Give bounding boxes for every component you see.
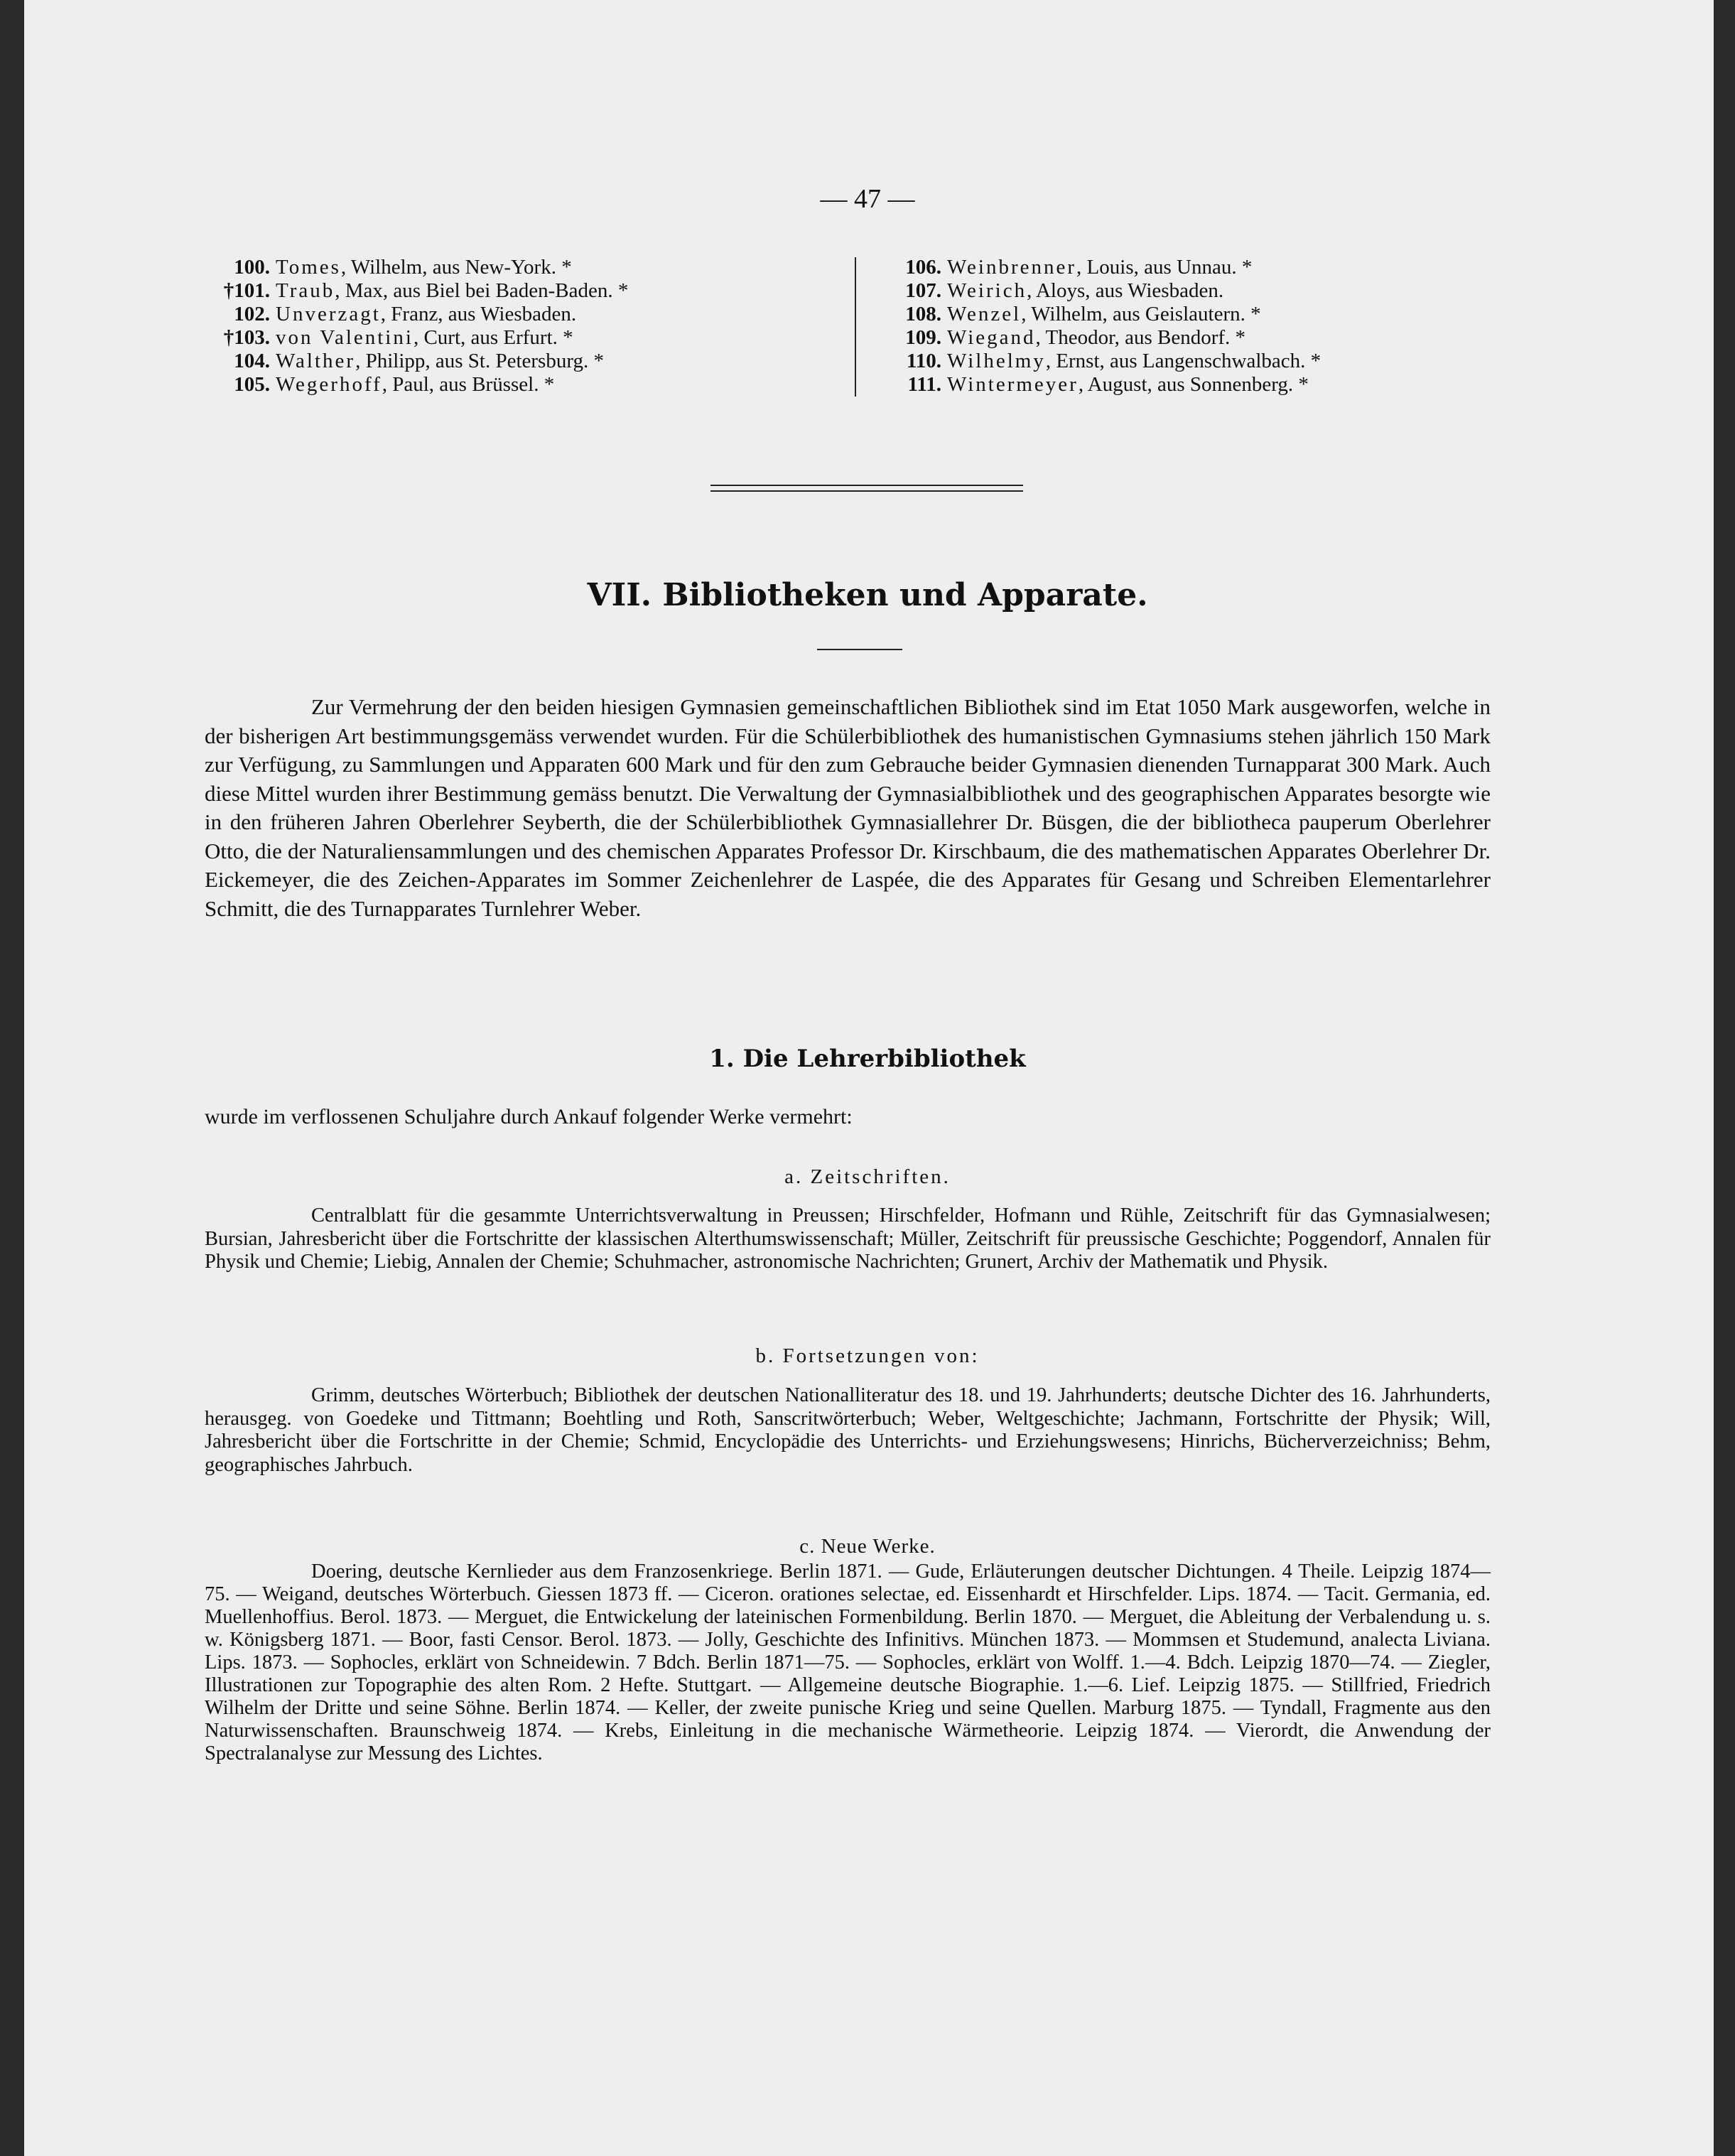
roster-entry: 108. Wenzel, Wilhelm, aus Geislautern. * (905, 303, 1261, 325)
scan-edge-left (0, 0, 24, 2156)
fortsetzungen-paragraph: Grimm, deutsches Wörterbuch; Bibliothek der deutschen Nationalliteratur des 18. und 19. Jahrhunderts; deutsche Dichter des 16. Jahrhunderts, herausgeg. von Goedeke und Tittmann; Boehtling und Roth, Sanscritwörterbuch; Weber, Weltgeschichte; Jachmann, Fortschritte der Physik; Will, Jahresbericht über die Fortschritte in der Chemie; Schmid, Encyclopädie des Unterrichts- und Erziehungswesens; Hinrichs, Bücherverzeichniss; Behm, geographisches Jahrbuch. (205, 1384, 1491, 1476)
subheading-neue-werke: c. Neue Werke. (799, 1535, 936, 1558)
roster-entry: 110. Wilhelmy, Ernst, aus Langenschwalbach. * (906, 350, 1321, 372)
section-divider-rule-top (710, 485, 1023, 486)
section-heading: VII. Bibliotheken und Apparate. (587, 577, 1148, 613)
roster-entry: 107. Weirich, Aloys, aus Wiesbaden. (905, 279, 1224, 302)
subheading-fortsetzungen: b. Fortsetzungen von: (755, 1344, 980, 1367)
roster-entry: †101. Traub, Max, aus Biel bei Baden-Baden. * (223, 279, 629, 302)
zeitschriften-paragraph: Centralblatt für die gesammte Unterrichtsverwaltung in Preussen; Hirschfelder, Hofmann und Rühle, Zeitschrift für das Gymnasialwesen; Bursian, Jahresbericht über die Fortschritte der klassischen Alterthumswissenschaft; Müller, Zeitschrift für preussische Geschichte; Poggendorf, Annalen für Physik und Chemie; Liebig, Annalen der Chemie; Schuhmacher, astronomische Nachrichten; Grunert, Archiv der Mathematik und Physik. (205, 1204, 1491, 1273)
roster-entry: †103. von Valentini, Curt, aus Erfurt. * (223, 326, 573, 349)
roster-entry: 102. Unverzagt, Franz, aus Wiesbaden. (234, 303, 577, 325)
roster-column-right (892, 256, 1531, 397)
subheading-zeitschriften: a. Zeitschriften. (784, 1165, 951, 1188)
roster-entry: 100. Tomes, Wilhelm, aus New-York. * (234, 256, 572, 279)
roster-entry: 109. Wiegand, Theodor, aus Bendorf. * (905, 326, 1246, 349)
section-intro-paragraph: Zur Vermehrung der den beiden hiesigen Gymnasien gemeinschaftlichen Bibliothek sind im Etat 1050 Mark ausgeworfen, welche in der bisherigen Art bestimmungsgemäss verwendet wurden. Für die Schülerbibliothek des humanistischen Gymnasiums stehen jährlich 150 Mark zur Verfügung, zu Sammlungen und Apparaten 600 Mark und für den zum Gebrauche beider Gymnasien dienenden Turnapparat 300 Mark. Auch diese Mittel wurden ihrer Bestimmung gemäss benutzt. Die Verwaltung der Gymnasialbibliothek und des geographischen Apparates besorgte wie in den früheren Jahren Oberlehrer Seyberth, die der Schülerbibliothek Gymnasiallehrer Dr. Büsgen, die der bibliotheca pauperum Oberlehrer Otto, die der Naturaliensammlungen und des chemischen Apparates Professor Dr. Kirschbaum, die des mathematischen Apparates Oberlehrer Dr. Eickemeyer, die des Zeichen-Apparates im Sommer Zeichenlehrer de Laspée, die des Apparates für Gesang und Schreiben Elementarlehrer Schmitt, die des Turnapparates Turnlehrer Weber. (205, 694, 1491, 921)
neue-werke-paragraph: Doering, deutsche Kernlieder aus dem Franzosenkriege. Berlin 1871. — Gude, Erläuterungen deutscher Dichtungen. 4 Theile. Leipzig 1874—75. — Weigand, deutsches Wörterbuch. Giessen 1873 ff. — Ciceron. orationes selectae, ed. Eissenhardt et Hirschfelder. Lips. 1874. — Tacit. Germania, ed. Muellenhoffius. Berol. 1873. — Merguet, die Entwickelung der lateinischen Formenbildung. Berlin 1870. — Merguet, die Ableitung der Verbalendung u. s. w. Königsberg 1871. — Boor, fasti Censor. Berol. 1873. — Jolly, Geschichte des Infinitivs. München 1873. — Mommsen et Studemund, analecta Liviana. Lips. 1873. — Sophocles, erklärt von Schneidewin. 7 Bdch. Berlin 1871—75. — Sophocles, erklärt von Wolff. 1.—4. Bdch. Leipzig 1870—74. — Ziegler, Illustrationen zur Topographie des alten Rom. 2 Hefte. Stuttgart. — Allgemeine deutsche Biographie. 1.—6. Lief. Leipzig 1875. — Stillfried, Friedrich Wilhelm der Dritte und seine Söhne. Berlin 1874. — Keller, der zweite punische Krieg und seine Quellen. Marburg 1875. — Tyndall, Fragmente aus den Naturwissenschaften. Braunschweig 1874. — Krebs, Einleitung in die mechanische Wärmetheorie. Leipzig 1874. — Vierordt, die Anwendung der Spectralanalyse zur Messung des Lichtes. (205, 1561, 1491, 1764)
page-number: — 47 — (820, 184, 915, 214)
heading-underline-rule (817, 649, 902, 650)
roster-column-left (220, 256, 845, 397)
section-divider-rule-bottom (710, 490, 1023, 492)
roster-entry: 104. Walther, Philipp, aus St. Petersburg. * (234, 350, 604, 372)
lehrerbibliothek-heading: 1. Die Lehrerbibliothek (709, 1045, 1026, 1073)
roster-entry: 105. Wegerhoff, Paul, aus Brüssel. * (234, 373, 555, 396)
scan-edge-right (1714, 0, 1735, 2156)
roster-entry: 111. Wintermeyer, August, aus Sonnenberg. * (907, 373, 1309, 396)
roster-divider (855, 257, 856, 397)
lehrerbibliothek-intro: wurde im verflossenen Schuljahre durch Ankauf folgender Werke vermehrt: (205, 1105, 853, 1128)
roster-entry: 106. Weinbrenner, Louis, aus Unnau. * (905, 256, 1253, 279)
student-roster (206, 256, 1528, 405)
